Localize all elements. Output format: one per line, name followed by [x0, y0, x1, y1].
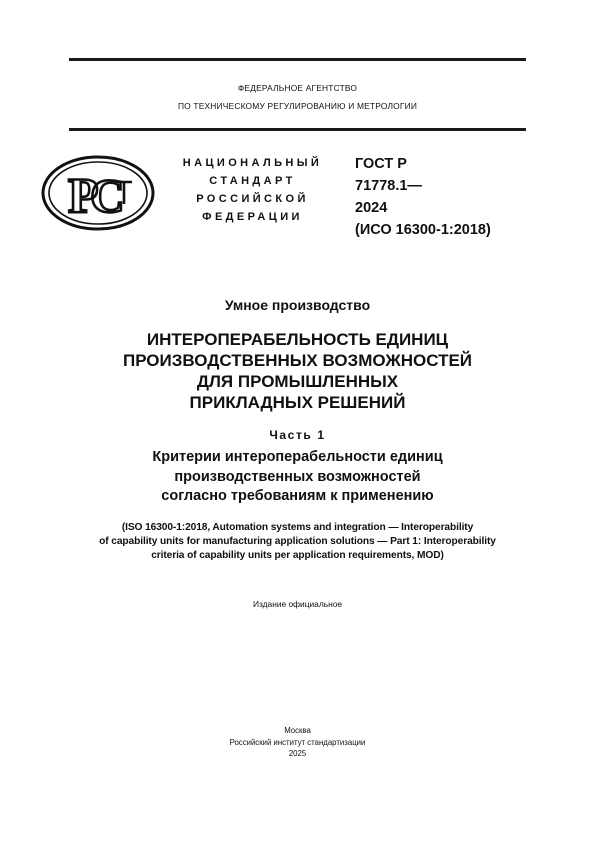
title-line: ПРИКЛАДНЫХ РЕШЕНИЙ	[189, 393, 406, 412]
document-subtitle	[40, 448, 555, 507]
iso-line: criteria of capability units per application requirements, MOD)	[151, 550, 444, 562]
subtitle-line: Критерии интероперабельности единиц	[152, 449, 443, 465]
agency-line-1: ФЕДЕРАЛЬНОЕ АГЕНТСТВО	[237, 83, 358, 93]
document-topic: Умное производство	[224, 297, 371, 313]
iso-line: of capability units for manufacturing application solutions — Part 1: Interoperability	[99, 536, 496, 548]
publication-city: Москва	[284, 726, 311, 735]
document-part: Часть 1	[269, 428, 326, 442]
standard-type-line-4: ФЕДЕРАЦИИ	[202, 211, 303, 223]
title-line: ПРОИЗВОДСТВЕННЫХ ВОЗМОЖНОСТЕЙ	[122, 351, 473, 370]
edition-note: Издание официальное	[252, 599, 343, 609]
title-line: ИНТЕРОПЕРАБЕЛЬНОСТЬ ЕДИНИЦ	[146, 330, 449, 349]
designation-line-3: 2024	[355, 200, 388, 216]
designation-line-1: ГОСТ Р	[355, 156, 407, 172]
publication-year: 2025	[288, 749, 307, 758]
publisher-name: Российский институт стандартизации	[229, 737, 366, 747]
publication-info	[40, 725, 555, 760]
subtitle-line: согласно требованиям к применению	[161, 488, 434, 504]
middle-rule	[69, 128, 526, 131]
designation-line-4: (ИСО 16300-1:2018)	[355, 222, 491, 238]
designation-line-2: 71778.1—	[355, 178, 422, 194]
rst-emblem-icon	[40, 154, 156, 232]
iso-reference	[40, 521, 555, 564]
agency-line-2: ПО ТЕХНИЧЕСКОМУ РЕГУЛИРОВАНИЮ И МЕТРОЛОГИИ	[177, 101, 418, 111]
svg-text:Р: Р	[68, 167, 99, 223]
standard-type-line-2: СТАНДАРТ	[209, 175, 296, 187]
svg-text:С: С	[90, 170, 125, 223]
top-rule	[69, 58, 526, 61]
iso-line: (ISO 16300-1:2018, Automation systems and integration — Interoperability	[121, 522, 474, 533]
document-title	[40, 329, 555, 413]
standard-type-line-3: РОССИЙСКОЙ	[196, 193, 309, 205]
standard-type-line-1: НАЦИОНАЛЬНЫЙ	[182, 157, 323, 169]
rst-emblem-svg	[40, 154, 156, 232]
title-line: ДЛЯ ПРОМЫШЛЕННЫХ	[196, 372, 399, 391]
subtitle-line: производственных возможностей	[174, 468, 421, 485]
